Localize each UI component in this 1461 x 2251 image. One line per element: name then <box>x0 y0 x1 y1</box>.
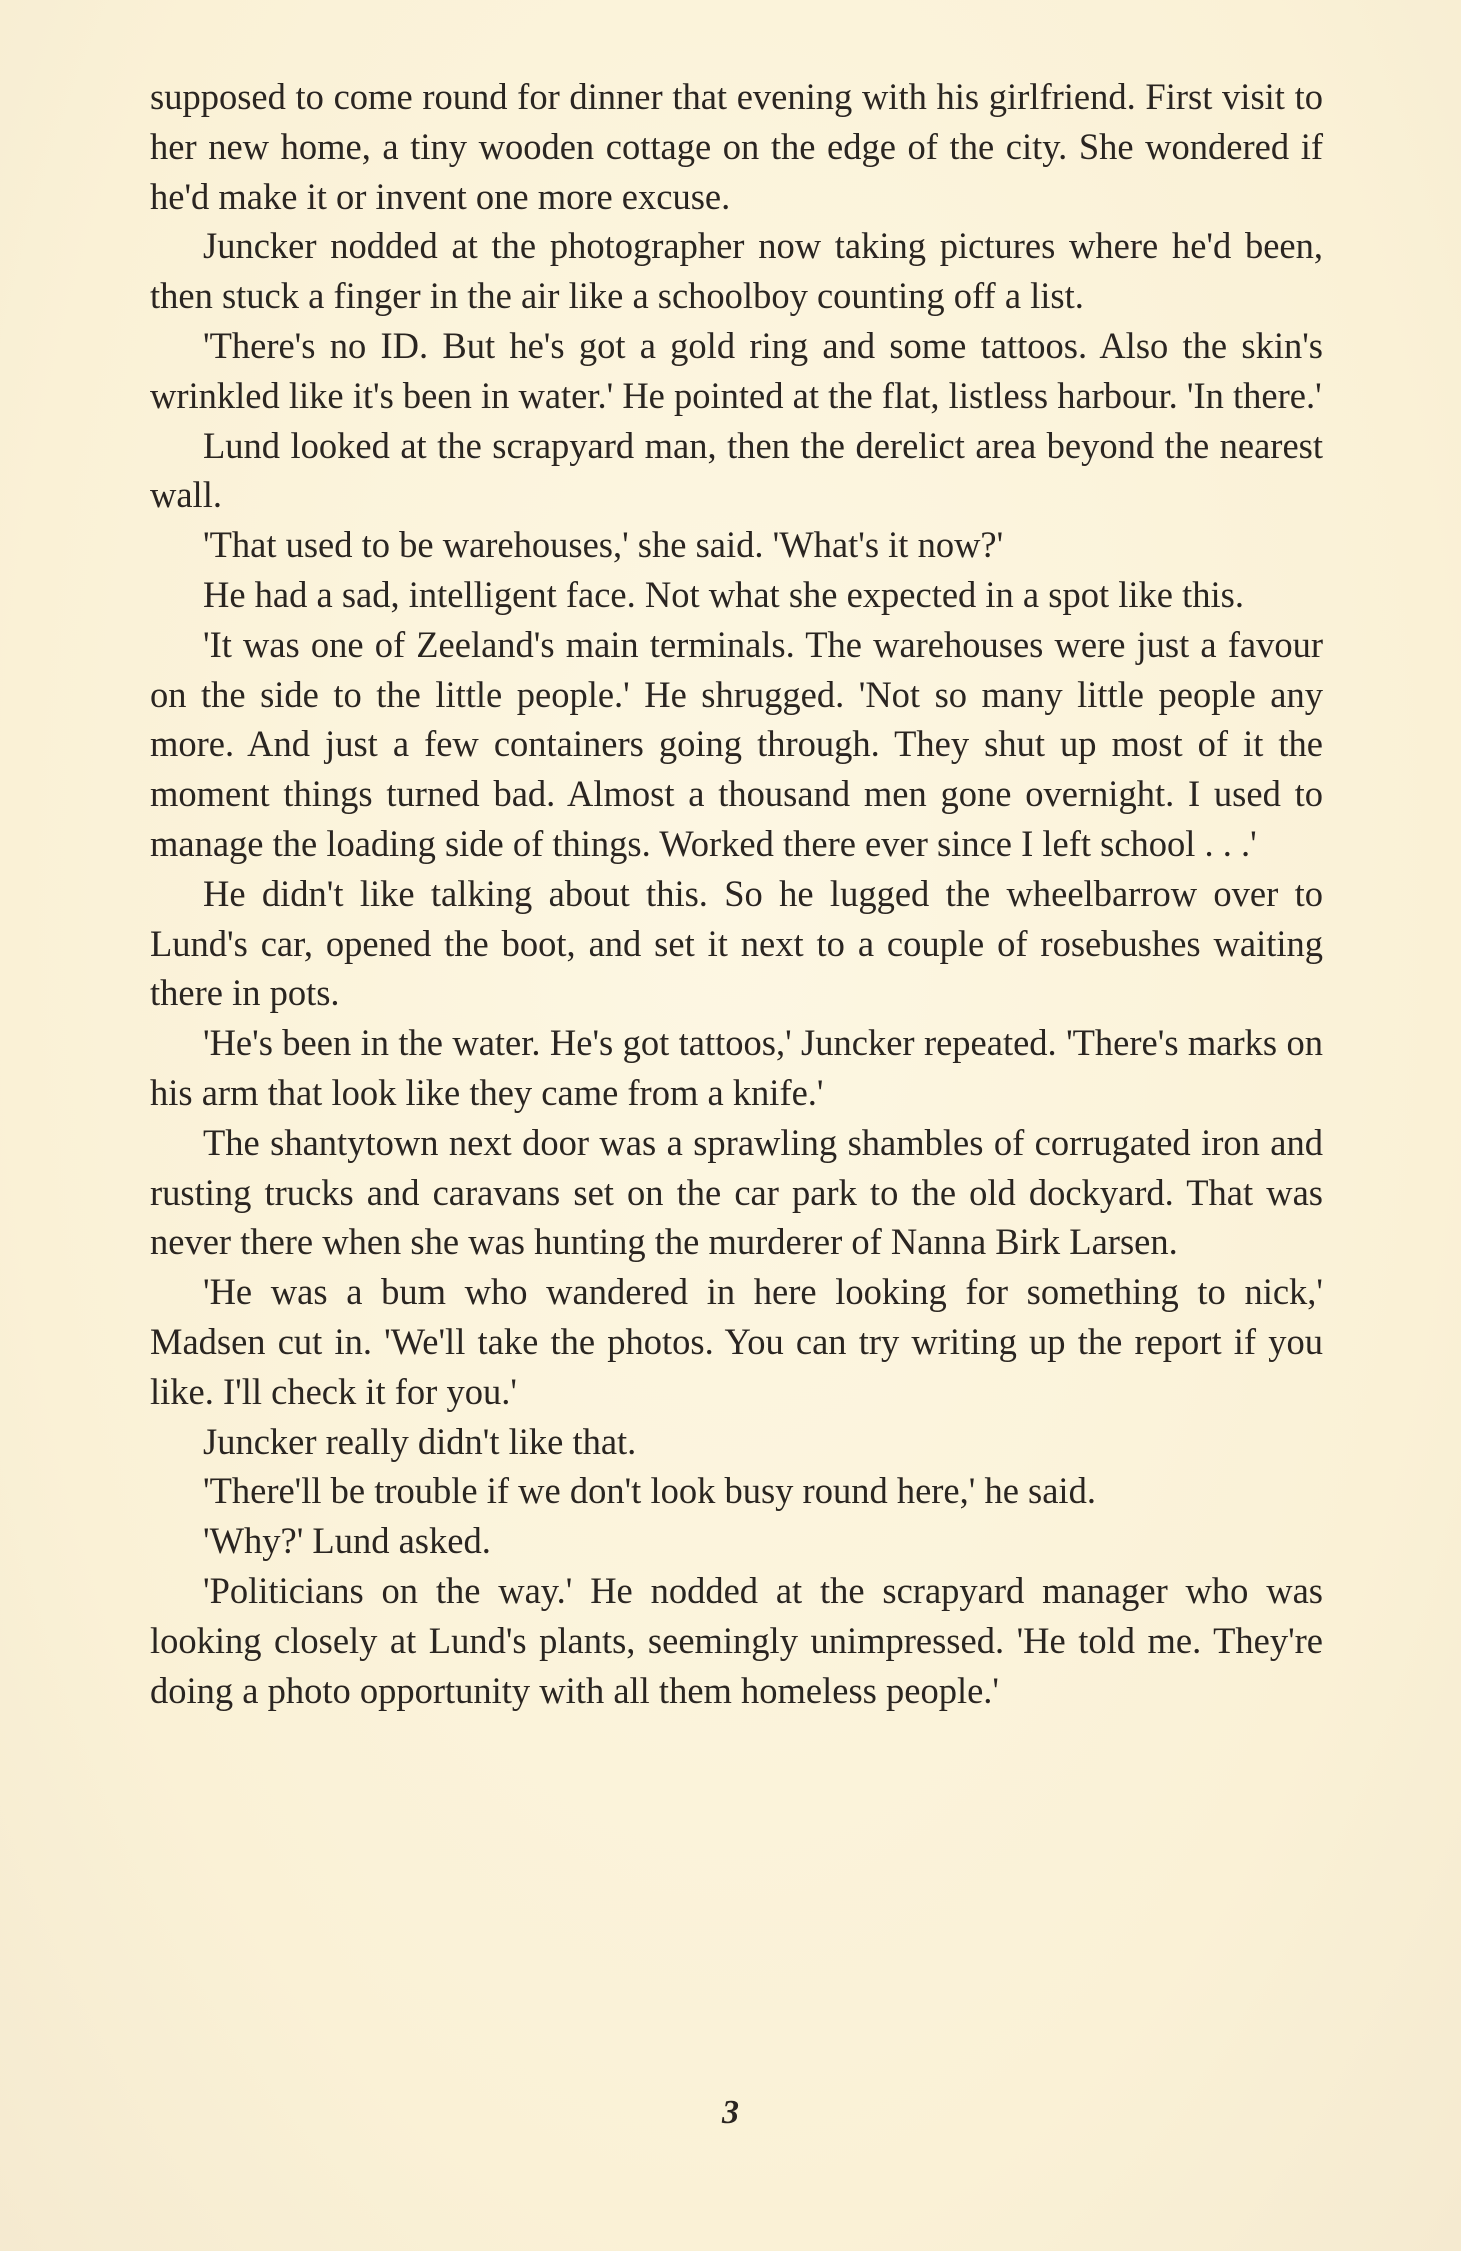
paragraph-4: Lund looked at the scrapyard man, then the derelict area beyond the nearest wall. <box>150 424 1323 516</box>
paragraph-5: 'That used to be warehouses,' she said. 'What's it now?' <box>203 524 1004 566</box>
paragraph-7: 'It was one of Zeeland's main terminals. The warehouses were just a favour on the side to the little people.' He shrugged. 'Not so many little people any more. And just a few containers going through. They shut up most of it the moment things turned bad. Almost a thousand men gone overnight. I used to manage the loading side of things. Worked there ever since I left school . . .' <box>150 623 1323 864</box>
paragraph-10: The shantytown next door was a sprawling shambles of corrugated iron and rusting trucks and caravans set on the car park to the old dockyard. That was never there when she was hunting the murderer of Nanna Birk Larsen. <box>150 1121 1323 1263</box>
page-number: 3 <box>722 2094 739 2131</box>
paragraph-11: 'He was a bum who wandered in here looking for something to nick,' Madsen cut in. 'We'll take the photos. You can try writing up the report if you like. I'll check it for you.' <box>150 1271 1323 1412</box>
paragraph-8: He didn't like talking about this. So he lugged the wheelbarrow over to Lund's car, opened the boot, and set it next to a couple of rosebushes waiting there in pots. <box>150 872 1323 1014</box>
paragraph-1: supposed to come round for dinner that evening with his girlfriend. First visit to her new home, a tiny wooden cottage on the edge of the city. She wondered if he'd make it or invent one more excuse. <box>150 76 1323 217</box>
paragraph-9: 'He's been in the water. He's got tattoos,' Juncker repeated. 'There's marks on his arm that look like they came from a knife.' <box>150 1022 1323 1113</box>
paragraph-14: 'Why?' Lund asked. <box>203 1520 491 1562</box>
paragraph-6: He had a sad, intelligent face. Not what she expected in a spot like this. <box>203 573 1244 615</box>
paragraph-12: Juncker really didn't like that. <box>203 1420 637 1462</box>
body-text <box>150 72 1323 1715</box>
paragraph-13: 'There'll be trouble if we don't look busy round here,' he said. <box>203 1470 1096 1512</box>
paragraph-15: 'Politicians on the way.' He nodded at the scrapyard manager who was looking closely at Lund's plants, seemingly unimpressed. 'He told me. They're doing a photo opportunity with all them homeless people.' <box>150 1569 1323 1711</box>
paragraph-2: Juncker nodded at the photographer now taking pictures where he'd been, then stuck a finger in the air like a schoolboy counting off a list. <box>150 225 1323 317</box>
paragraph-3: 'There's no ID. But he's got a gold ring and some tattoos. Also the skin's wrinkled like it's been in water.' He pointed at the flat, listless harbour. 'In there.' <box>150 324 1323 416</box>
